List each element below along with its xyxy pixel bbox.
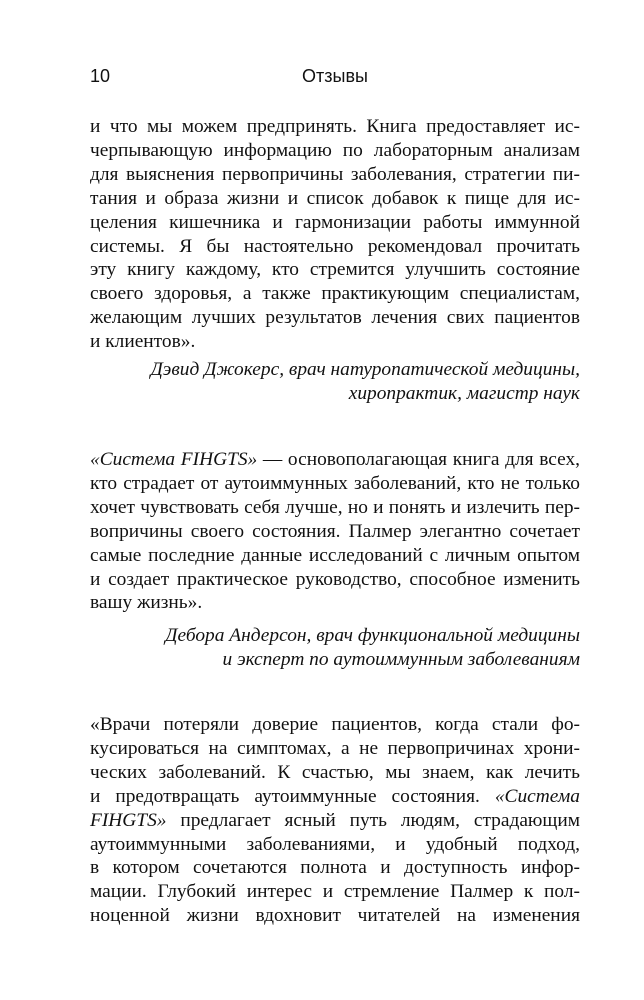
text-line: аутоиммунными заболеваниями, и удобный подход, [90,833,580,855]
text-fragment: и предотвращать аутоиммунные состояния. [90,785,495,807]
text-line [90,809,580,833]
text-line: эту книгу каждому, кто стремится улучшить состояние [90,259,580,281]
book-title: «Система FIHGTS» [90,449,258,470]
text-fragment: предлагает ясный путь людям, страдающим [166,809,580,831]
page-header [90,66,580,92]
text-line [90,448,580,472]
text-line: кто страдает от аутоиммунных заболеваний, кто не только [90,472,580,494]
text-line: «Врачи потеряли доверие пациентов, когда стали фо- [90,714,580,735]
text-line: самые последние данные исследований с личным опытом [90,544,580,566]
text-fragment: — основополагающая книга для всех, [257,449,580,470]
text-line: хочет чувствовать себя лучше, но и понять и излечить пер- [90,496,580,518]
text-line: вашу жизнь». [90,592,203,614]
text-line: желающим лучших результатов лечения свих пациентов [90,307,580,329]
text-line: ческих заболеваний. К счастью, мы знаем, как лечить [90,761,580,783]
text-line: и клиентов». [90,331,196,353]
text-line: тания и образа жизни и список добавок к пище для ис- [90,187,580,209]
text-line [90,785,580,809]
review-2-text [90,448,580,615]
text-line: вопричины своего состояния. Палмер элегантно сочетает [90,520,580,542]
text-line: и создает практическое руководство, способное изменить [90,568,580,590]
book-title: «Система [494,785,580,807]
text-line: ноценной жизни вдохновит читателей на изменения [90,905,580,927]
review-1-text [90,115,580,354]
attribution-line: хиропрактик, магистр наук [348,383,580,404]
attribution-line: и эксперт по аутоиммунным заболеваниям [222,649,580,670]
running-title: Отзывы [302,66,368,86]
text-line: кусироваться на симптомах, а не первопричинах хрони- [90,737,580,759]
text-line: в котором сочетаются полнота и доступность инфор- [90,857,580,879]
text-line: целения кишечника и гармонизации работы иммунной [90,211,580,233]
text-line: системы. Я бы настоятельно рекомендовал прочитать [90,235,580,257]
text-line: своего здоровья, а также практикующим специалистам, [90,283,580,305]
text-line: для выяснения первопричины заболевания, стратегии пи- [90,163,580,185]
text-line: мации. Глубокий интерес и стремление Палмер к пол- [90,881,580,903]
attribution-line: Дебора Андерсон, врач функциональной медицины [165,625,580,646]
review-2-attribution [90,624,580,672]
text-line: черпывающую информацию по лабораторным анализам [90,139,580,161]
page-number: 10 [90,66,111,86]
review-1-attribution [90,358,580,406]
book-title: FIHGTS» [90,809,167,831]
text-line: и что мы можем предпринять. Книга предоставляет ис- [90,116,580,137]
attribution-line: Дэвид Джокерс, врач натуропатической медицины, [150,359,580,380]
review-3-text [90,713,580,928]
